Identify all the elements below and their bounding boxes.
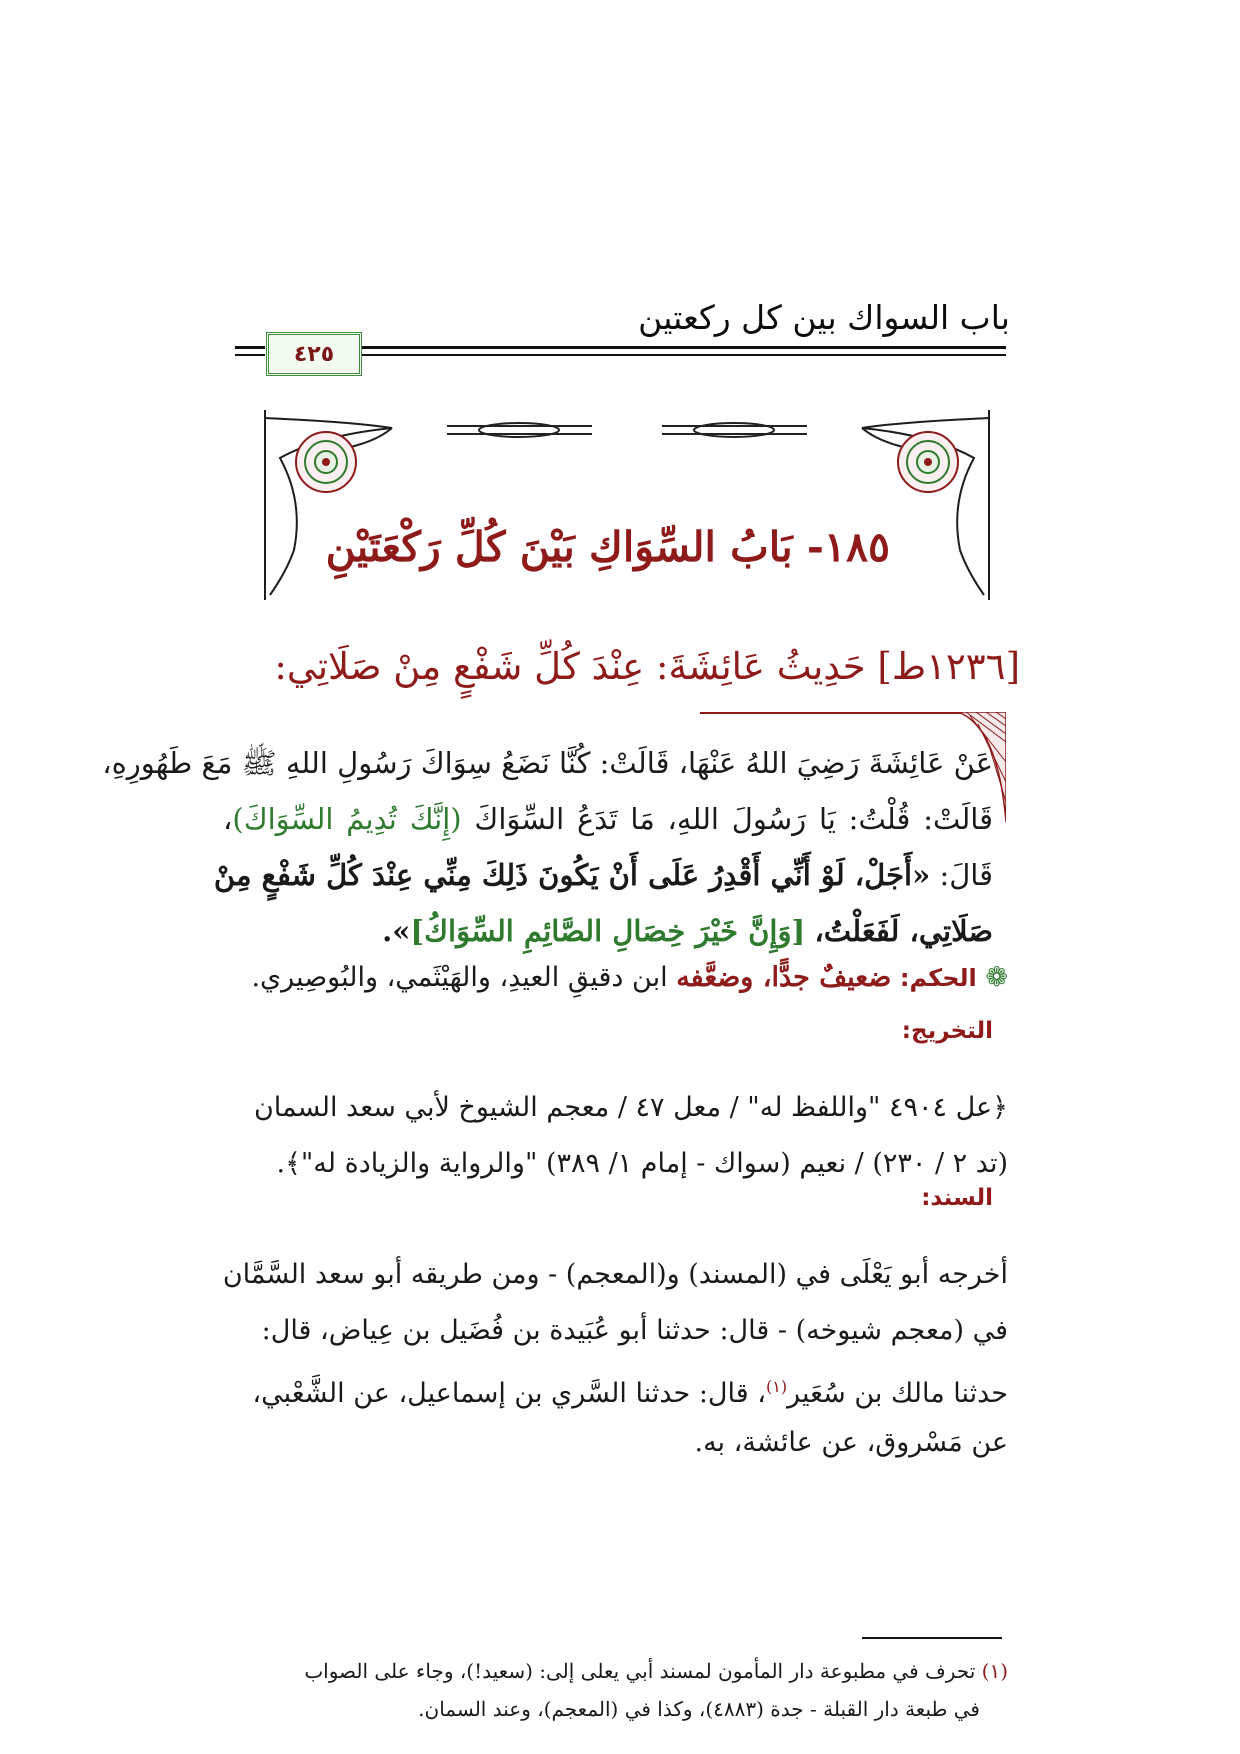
sanad-line: أخرجه أبو يَعْلَى في (المسند) و(المعجم) - ومن طريقه أبو سعد السَّمَّان bbox=[222, 1259, 1008, 1290]
chapter-title: ١٨٥- بَابُ السِّوَاكِ بَيْنَ كُلِّ رَكْعَتَيْنِ bbox=[325, 523, 890, 571]
ornament-frame bbox=[262, 410, 992, 600]
running-title: باب السواك بين كل ركعتين bbox=[638, 298, 1010, 337]
verdict-label: الحكم: bbox=[899, 964, 977, 992]
hadith-line bbox=[213, 847, 993, 903]
header-rule bbox=[235, 346, 265, 349]
hadith-text-segment: ». bbox=[382, 914, 411, 948]
footnote bbox=[208, 1652, 1008, 1728]
sanad-text bbox=[208, 1247, 1008, 1471]
quoted-variant: (إِنَّكَ تُدِيمُ السِّوَاكَ) bbox=[232, 802, 462, 836]
hadith-text-segment: ، bbox=[223, 802, 233, 836]
footnote-line bbox=[208, 1652, 1008, 1690]
prophetic-speech: صَلَاتِي، لَفَعَلْتُ، bbox=[814, 914, 993, 948]
header-rule bbox=[358, 346, 1006, 349]
verdict-rest: ابن دقيقِ العيدِ، والهَيْثَمي، والبُوصِيري. bbox=[251, 962, 668, 993]
footnote-text: تحرف في مطبوعة دار المأمون لمسند أبي يعلى إلى: (سعيد!)، وجاء على الصواب bbox=[304, 1659, 976, 1683]
footnote-number: (١) bbox=[981, 1659, 1008, 1683]
takhrij-line: (تد ٢ / ٢٣٠) / نعيم (سواك - إمام ١/ ٣٨٩) "والرواية والزيادة له"﴾. bbox=[276, 1148, 1008, 1179]
verdict-value: ضعيفٌ جدًّا، وضعَّفه bbox=[676, 962, 892, 993]
sanad-text-segment: ، قال: حدثنا السَّري بن إسماعيل، عن الشَّعْبي، bbox=[252, 1378, 766, 1409]
hadith-line: عَنْ عَائِشَةَ رَضِيَ اللهُ عَنْهَا، قَالَتْ: كُنَّا نَضَعُ سِوَاكَ رَسُولِ اللهِ ﷺ مَعَ طَهُورِهِ، bbox=[102, 746, 993, 780]
sanad-label: السند: bbox=[921, 1185, 993, 1211]
prophetic-speech: «أَجَلْ، لَوْ أَنِّي أَقْدِرُ عَلَى أَنْ يَكُونَ ذَلِكَ مِنِّي عِنْدَ كُلِّ شَفْعٍ مِنْ bbox=[213, 858, 931, 892]
hadith-text-segment: قَالَ: bbox=[939, 858, 993, 892]
header-rule bbox=[235, 354, 265, 356]
takhrij-text bbox=[208, 1080, 1008, 1192]
page-number: ٤٢٥ bbox=[266, 332, 362, 376]
hadith-heading: [١٢٣٦ط] حَدِيثُ عَائِشَةَ: عِنْدَ كُلِّ شَفْعٍ مِنْ صَلَاتِي: bbox=[274, 645, 1020, 688]
footnote-line: في طبعة دار القبلة - جدة (٤٨٨٣)، وكذا في (المعجم)، وعند السمان. bbox=[418, 1697, 980, 1721]
takhrij-line: ﴿عل ٤٩٠٤ "واللفظ له" / معل ٤٧ / معجم الشيوخ لأبي سعد السمان bbox=[253, 1092, 1008, 1123]
footnote-ref[interactable]: (١) bbox=[765, 1377, 788, 1396]
sanad-text-segment: حدثنا مالك بن سُعَير bbox=[787, 1378, 1008, 1409]
hadith-line bbox=[223, 903, 993, 959]
sanad-line: عن مَسْروق، عن عائشة، به. bbox=[694, 1427, 1008, 1458]
flower-icon: ❁ bbox=[985, 962, 1008, 993]
header-rule bbox=[358, 354, 1006, 356]
takhrij-label: التخريج: bbox=[901, 1018, 993, 1044]
sanad-line: في (معجم شيوخه) - قال: حدثنا أبو عُبَيدة بن فُضَيل بن عِياض، قال: bbox=[261, 1315, 1008, 1346]
hadith-text-segment: قَالَتْ: قُلْتُ: يَا رَسُولَ اللهِ، مَا تَدَعُ السِّوَاكَ bbox=[474, 802, 993, 836]
hadith-text bbox=[102, 735, 993, 959]
footnote-rule bbox=[862, 1637, 1002, 1639]
sanad-line bbox=[208, 1359, 1008, 1415]
hadith-line bbox=[223, 791, 993, 847]
addition-bracket: [وَإِنَّ خَيْرَ خِصَالِ الصَّائِمِ السِّوَاكُ] bbox=[410, 914, 806, 948]
verdict-line bbox=[208, 962, 1008, 993]
